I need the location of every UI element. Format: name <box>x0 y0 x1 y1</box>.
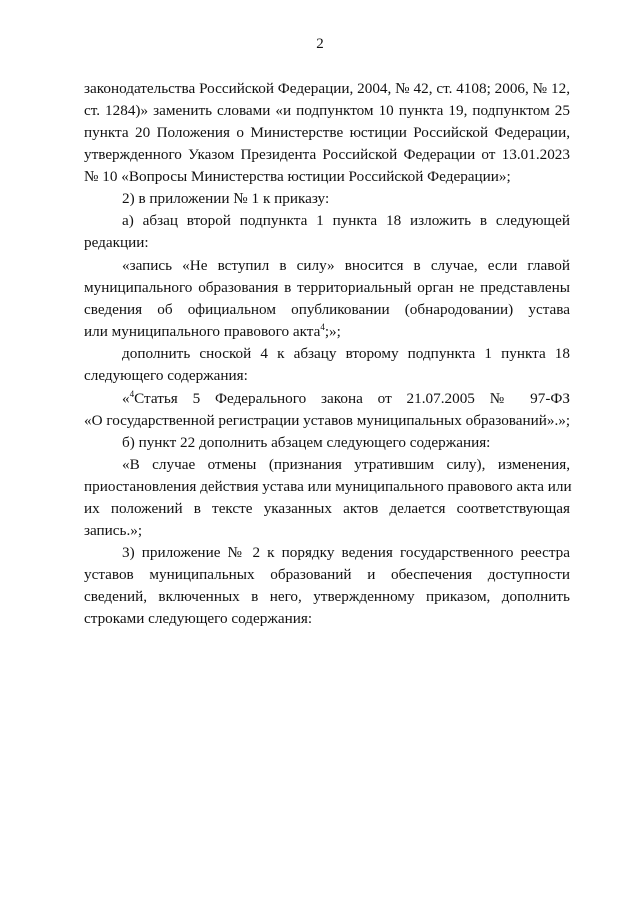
text-line: редакции: <box>84 234 149 251</box>
text-line: запись.»; <box>84 522 143 539</box>
text-line: а) абзац второй подпункта 1 пункта 18 изложить в следующей <box>122 212 570 229</box>
text-line: «запись «Не вступил в силу» вносится в случае, если главой <box>122 257 570 274</box>
text-line: уставов муниципальных образований и обеспечения доступности <box>84 566 570 583</box>
footnote-text: Статья 5 Федерального закона от 21.07.2005 № 97-ФЗ <box>134 390 570 407</box>
text-line: пункта 20 Положения о Министерстве юстиции Российской Федерации, <box>84 124 570 141</box>
text-line: б) пункт 22 дополнить абзацем следующего содержания: <box>122 434 491 451</box>
text-line: «В случае отмены (признания утратившим силу), изменения, <box>122 456 570 473</box>
text-line: сведения об официальном опубликовании (обнародовании) устава <box>84 301 570 318</box>
text-line: строками следующего содержания: <box>84 610 313 627</box>
text-line: «О государственной регистрации уставов муниципальных образований».»; <box>84 412 571 429</box>
footnote-marker: 4 <box>129 389 135 399</box>
act-text: или муниципального правового акта <box>84 323 321 340</box>
text-line: ст. 1284)» заменить словами «и подпунктом 10 пункта 19, подпунктом 25 <box>84 102 570 119</box>
footnote-marker: 4 <box>320 322 325 332</box>
text-line: № 10 «Вопросы Министерства юстиции Российской Федерации»; <box>84 168 511 185</box>
text-line: дополнить сноской 4 к абзацу второму подпункта 1 пункта 18 <box>122 345 570 362</box>
text-line: следующего содержания: <box>84 367 248 384</box>
footnote-open: « <box>122 390 130 407</box>
text-line: 2) в приложении № 1 к приказу: <box>122 190 330 207</box>
text-line <box>84 322 570 341</box>
text-line: 3) приложение № 2 к порядку ведения государственного реестра <box>122 544 570 561</box>
text-line: их положений в тексте указанных актов делается соответствующая <box>84 500 570 517</box>
act-tail: ;»; <box>324 323 341 340</box>
footnote-line <box>122 389 570 408</box>
text-line: сведений, включенных в него, утвержденному приказом, дополнить <box>84 588 570 605</box>
text-line: законодательства Российской Федерации, 2004, № 42, ст. 4108; 2006, № 12, <box>84 80 570 97</box>
text-line: муниципального образования в территориальный орган не представлены <box>84 279 570 296</box>
text-line: приостановления действия устава или муниципального правового акта или <box>84 478 572 495</box>
text-line: утвержденного Указом Президента Российской Федерации от 13.01.2023 <box>84 146 570 163</box>
page-number: 2 <box>316 36 324 52</box>
